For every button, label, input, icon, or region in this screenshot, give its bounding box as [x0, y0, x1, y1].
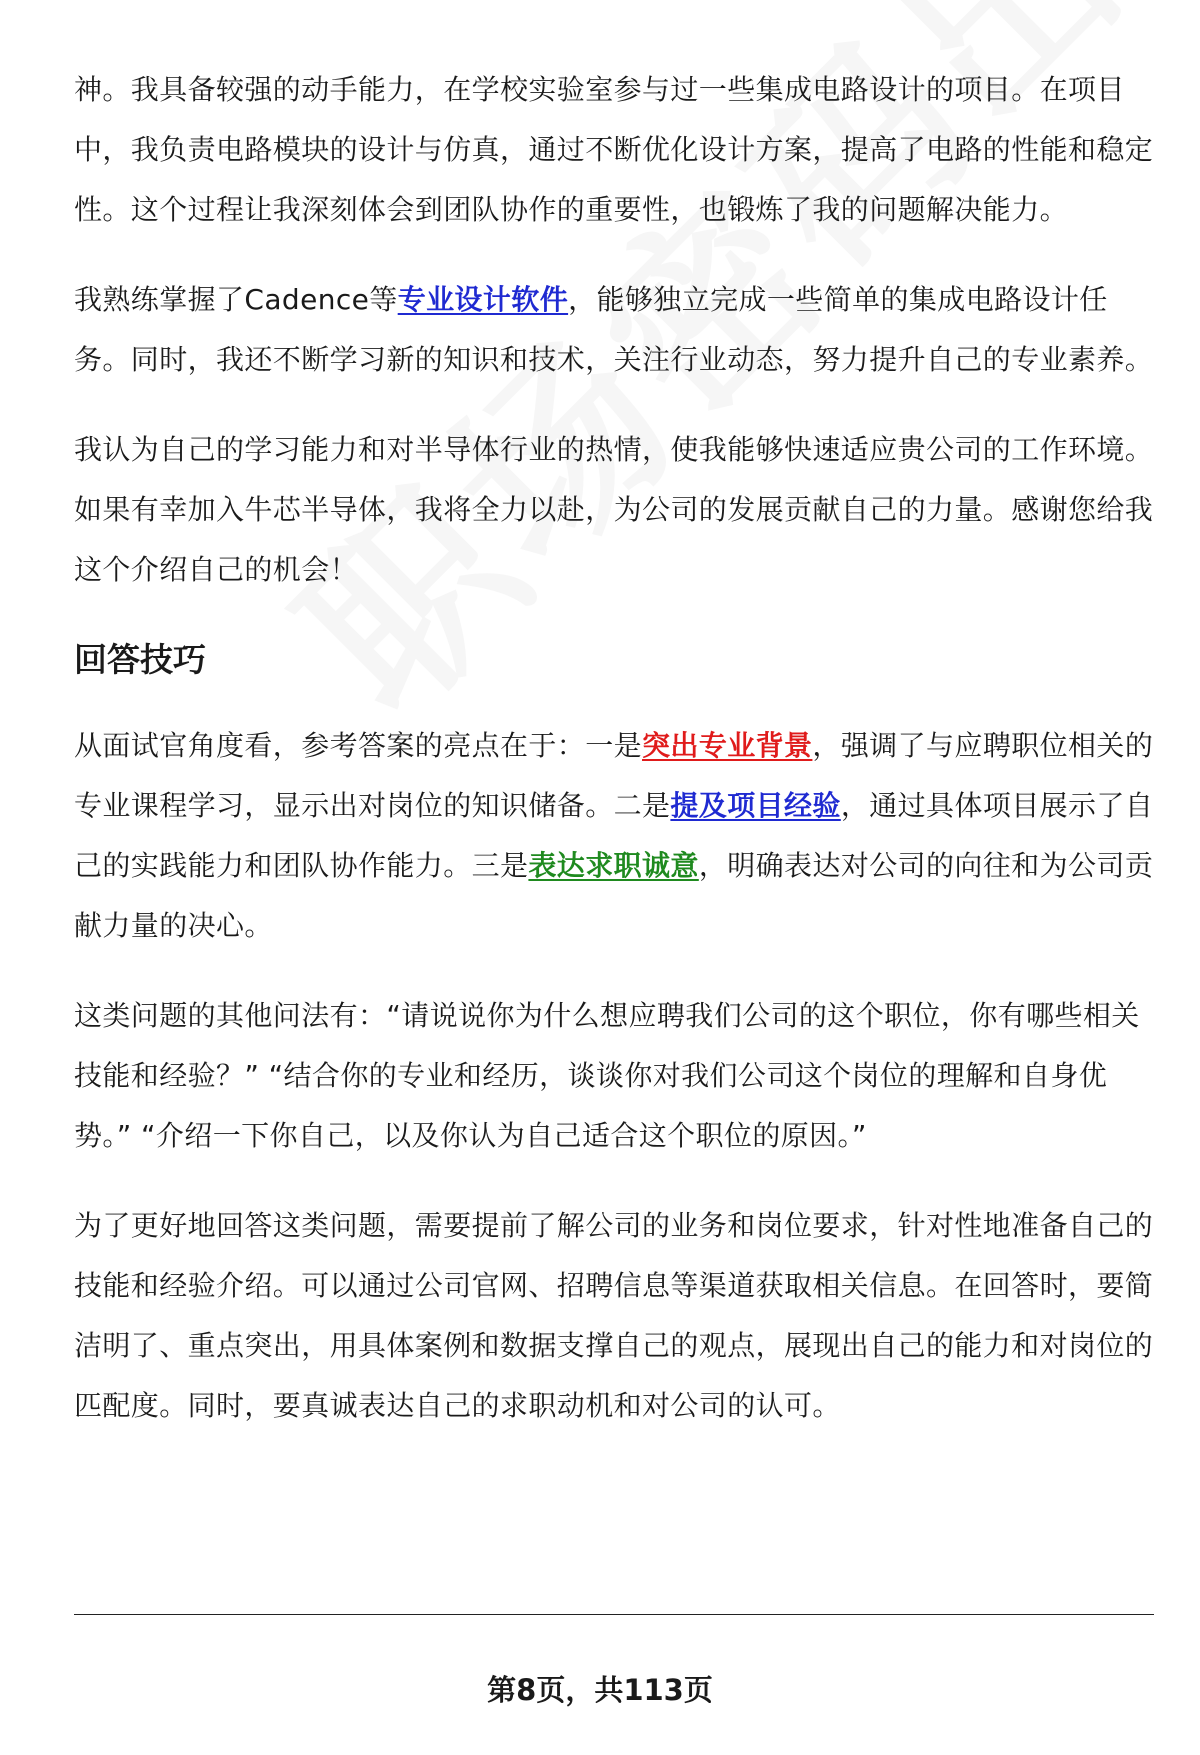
- page-number: 第8页，共113页: [487, 1673, 713, 1707]
- section-title: 回答技巧: [74, 640, 206, 679]
- document-body: [74, 60, 1154, 1466]
- footer-divider: [74, 1614, 1154, 1615]
- paragraph-intro-continued: 神。我具备较强的动手能力，在学校实验室参与过一些集成电路设计的项目。在项目中，我负责电路模块的设计与仿真，通过不断优化设计方案，提高了电路的性能和稳定性。这个过程让我深刻体会到团队协作的重要性，也锻炼了我的问题解决能力。: [74, 73, 1154, 226]
- paragraph-text: 从面试官角度看，参考答案的亮点在于：一是: [74, 729, 643, 762]
- keyword-link-job-sincerity[interactable]: 表达求职诚意: [528, 849, 699, 882]
- paragraph-software-skills: [74, 270, 1154, 390]
- paragraph-text: ，能够独立完成一些简单的集成电路设计任务。同时，我还不断学习新的知识和技术，关注行业动态，努力提升自己的专业素养。: [74, 283, 1154, 376]
- paragraph-text: 我熟练掌握了Cadence等: [74, 283, 398, 316]
- paragraph-preparation-advice: 为了更好地回答这类问题，需要提前了解公司的业务和岗位要求，针对性地准备自己的技能和经验介绍。可以通过公司官网、招聘信息等渠道获取相关信息。在回答时，要简洁明了、重点突出，用具体案例和数据支撑自己的观点，展现出自己的能力和对岗位的匹配度。同时，要真诚表达自己的求职动机和对公司的认可。: [74, 1209, 1154, 1422]
- paragraph-closing: 我认为自己的学习能力和对半导体行业的热情，使我能够快速适应贵公司的工作环境。如果有幸加入牛芯半导体，我将全力以赴，为公司的发展贡献自己的力量。感谢您给我这个介绍自己的机会！: [74, 433, 1154, 586]
- paragraph-alternative-questions: 这类问题的其他问法有：“请说说你为什么想应聘我们公司的这个职位，你有哪些相关技能和经验？” “结合你的专业和经历，谈谈你对我们公司这个岗位的理解和自身优势。” “介绍一下你自己，以及你认为自己适合这个职位的原因。”: [74, 999, 1140, 1152]
- keyword-link-project-experience[interactable]: 提及项目经验: [670, 789, 841, 822]
- paragraph-text: ，通过具体项目展示了自己的实践能力和团队协作能力。三是: [74, 789, 1154, 882]
- paragraph-text: ，明确表达对公司的向往和为公司贡献力量的决心。: [74, 849, 1154, 942]
- keyword-link-design-software[interactable]: 专业设计软件: [397, 283, 569, 316]
- keyword-link-professional-background[interactable]: 突出专业背景: [642, 729, 813, 762]
- paragraph-text: ，强调了与应聘职位相关的专业课程学习，显示出对岗位的知识储备。二是: [74, 729, 1154, 822]
- paragraph-highlights: [74, 716, 1154, 956]
